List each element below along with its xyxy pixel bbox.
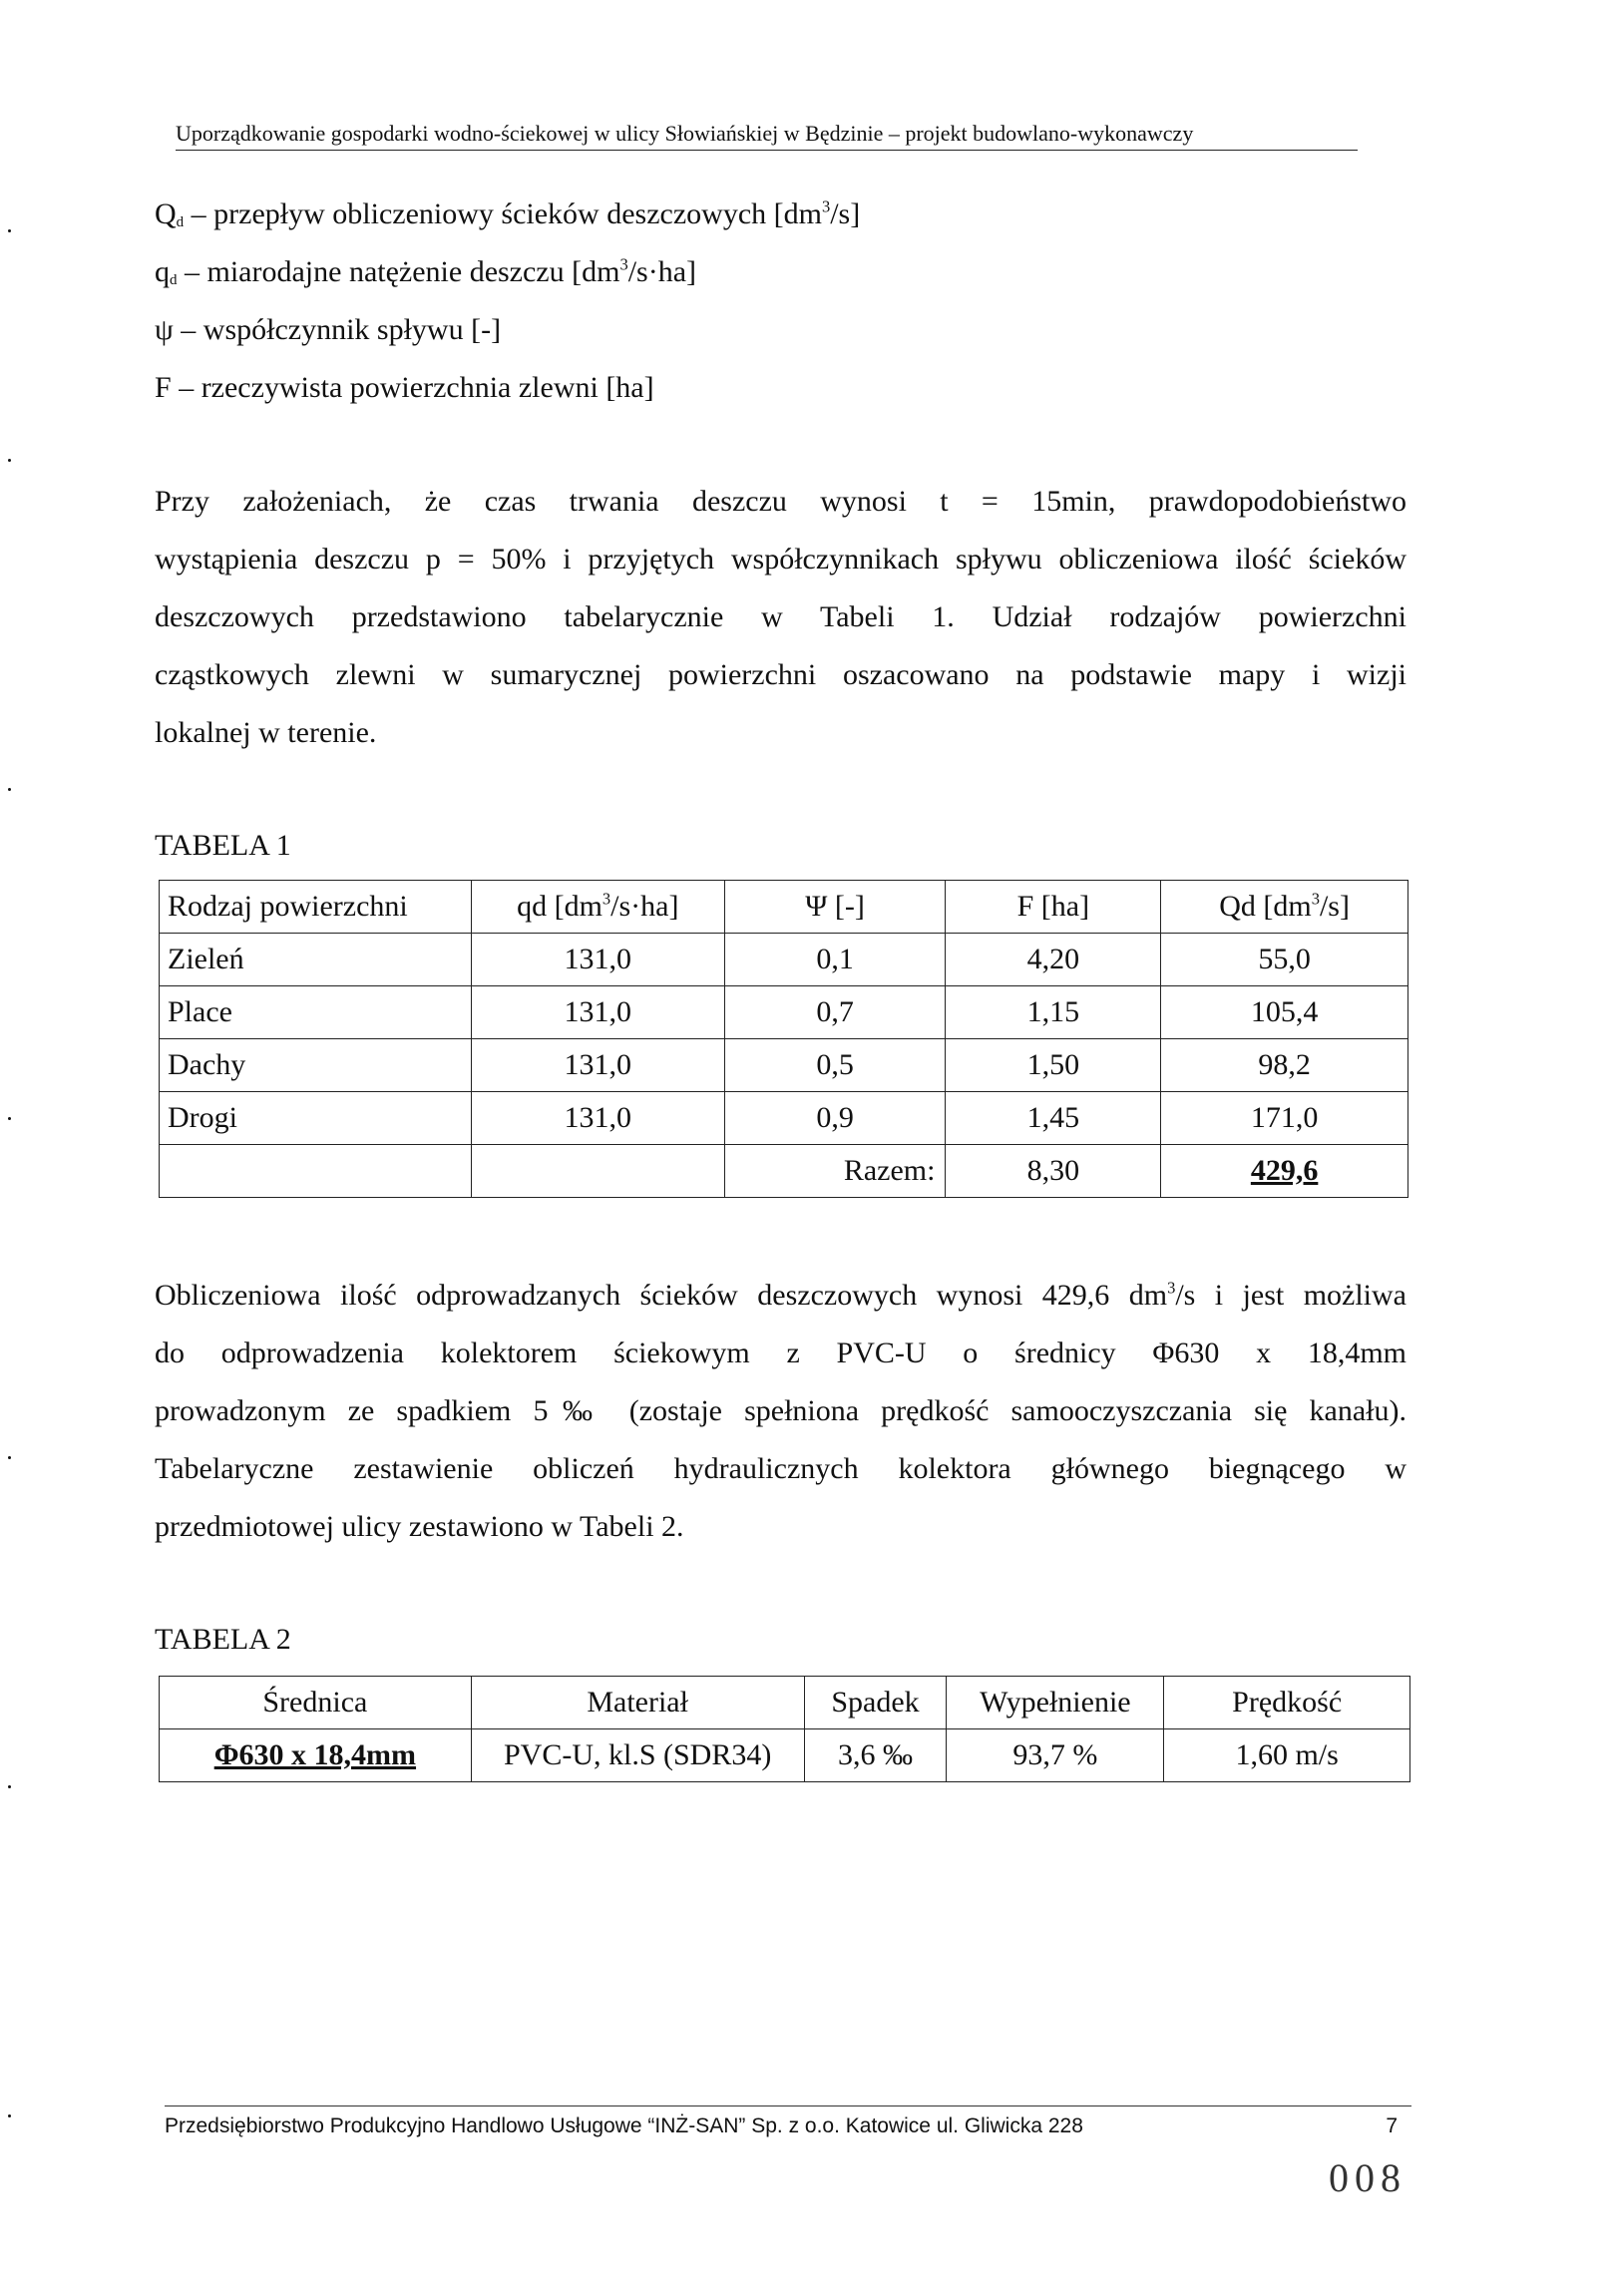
paragraph-line: lokalnej w terenie. <box>155 716 377 749</box>
table-cell: 0,1 <box>724 934 946 986</box>
header-cell: Materiał <box>471 1677 804 1729</box>
header-cell: Prędkość <box>1164 1677 1410 1729</box>
scan-dot <box>8 1456 11 1459</box>
running-header: Uporządkowanie gospodarki wodno-ściekowej w ulicy Słowiańskiej w Będzinie – projekt budowlano-wykonawczy <box>176 120 1358 151</box>
paragraph-line: Tabelaryczne zestawienie obliczeń hydraulicznych kolektora głównego biegnącego w <box>155 1452 1406 1485</box>
table-row <box>160 1039 1408 1092</box>
table-cell: 131,0 <box>471 986 724 1039</box>
paragraph-line: cząstkowych zlewni w sumarycznej powierzchni oszacowano na podstawie mapy i wizji <box>155 658 1406 691</box>
total-label: Razem: <box>724 1145 946 1198</box>
header-cell: Wypełnienie <box>947 1677 1164 1729</box>
header-cell: Ψ [-] <box>724 881 946 934</box>
paragraph-line: wystąpienia deszczu p = 50% i przyjętych współczynnikach spływu obliczeniowa ilość ścieków <box>155 543 1406 575</box>
header-cell: Średnica <box>160 1677 472 1729</box>
table1 <box>159 880 1408 1198</box>
table-cell: 1,45 <box>946 1092 1161 1145</box>
paragraph-line: prowadzonym ze spadkiem 5‰ (zostaje spełniona prędkość samooczyszczania się kanału). <box>155 1394 1406 1427</box>
page-number: 7 <box>1386 2114 1398 2137</box>
paragraph-conclusion <box>155 1267 1406 1556</box>
table-cell-empty <box>471 1145 724 1198</box>
table-cell: 93,7 % <box>947 1729 1164 1782</box>
table-total-row <box>160 1145 1408 1198</box>
table1-caption: TABELA 1 <box>155 829 291 862</box>
paragraph-line: Przy założeniach, że czas trwania deszczu wynosi t = 15min, prawdopodobieństwo <box>155 485 1406 518</box>
definition-Qd: $Q_d$ – przepływ obliczeniowy ścieków deszczowych $[dm^3/s]$ <box>155 196 861 230</box>
table-header-row <box>160 881 1408 934</box>
table-cell: 3,6 ‰ <box>804 1729 947 1782</box>
header-cell: Rodzaj powierzchni <box>160 881 472 934</box>
scan-dot <box>8 1117 11 1120</box>
paragraph-line: Obliczeniowa ilość odprowadzanych ścieków deszczowych wynosi 429,6 $dm^3/s$ i jest możliwa <box>155 1278 1406 1312</box>
footer-company: Przedsiębiorstwo Produkcyjno Handlowo Usługowe “INŻ-SAN” Sp. z o.o. Katowice ul. Gliwicka 228 <box>165 2114 1083 2137</box>
table-cell: Dachy <box>160 1039 472 1092</box>
page-footer <box>165 2105 1411 2140</box>
table-cell-empty <box>160 1145 472 1198</box>
definition-qd: $q_d$ – miarodajne natężenie deszczu $[dm^3/s\cdot ha]$ <box>155 254 697 288</box>
table-header-row <box>160 1677 1410 1729</box>
scan-dot <box>8 788 11 791</box>
table-cell: PVC-U, kl.S (SDR34) <box>471 1729 804 1782</box>
table-cell: Zieleń <box>160 934 472 986</box>
header-cell: qd $[dm^3/s\cdot ha]$ <box>471 881 724 934</box>
paragraph-line: do odprowadzenia kolektorem ściekowym z PVC-U o średnicy Φ630 x 18,4mm <box>155 1337 1406 1369</box>
scan-dot <box>8 1785 11 1788</box>
table-row <box>160 1092 1408 1145</box>
table-cell: 55,0 <box>1161 934 1408 986</box>
table-cell: 131,0 <box>471 934 724 986</box>
table-cell: 0,5 <box>724 1039 946 1092</box>
table2 <box>159 1676 1410 1782</box>
table-cell: 0,9 <box>724 1092 946 1145</box>
table-cell: 131,0 <box>471 1092 724 1145</box>
definition-F: F – rzeczywista powierzchnia zlewni [ha] <box>155 371 654 404</box>
page-stamp-number: 008 <box>1329 2155 1406 2200</box>
total-area: 8,30 <box>946 1145 1161 1198</box>
table2-caption: TABELA 2 <box>155 1623 291 1656</box>
table-cell: 171,0 <box>1161 1092 1408 1145</box>
table-row <box>160 934 1408 986</box>
header-cell: Qd $[dm^3/s]$ <box>1161 881 1408 934</box>
table-cell: 105,4 <box>1161 986 1408 1039</box>
table-cell: 0,7 <box>724 986 946 1039</box>
table-cell: 98,2 <box>1161 1039 1408 1092</box>
total-flow: 429,6 <box>1161 1145 1408 1198</box>
table-cell: 1,15 <box>946 986 1161 1039</box>
table-cell: 1,60 m/s <box>1164 1729 1410 1782</box>
scan-dot <box>8 229 11 232</box>
scan-dot <box>8 2114 11 2117</box>
paragraph-line: przedmiotowej ulicy zestawiono w Tabeli 2. <box>155 1510 684 1543</box>
table-cell: Φ630 x 18,4mm <box>160 1729 472 1782</box>
table-cell: 4,20 <box>946 934 1161 986</box>
header-cell: F [ha] <box>946 881 1161 934</box>
scan-dot <box>8 459 11 462</box>
table-row <box>160 986 1408 1039</box>
table-cell: 1,50 <box>946 1039 1161 1092</box>
table-cell: 131,0 <box>471 1039 724 1092</box>
table-row <box>160 1729 1410 1782</box>
definition-psi: ψ – współczynnik spływu [-] <box>155 313 502 346</box>
table-cell: Place <box>160 986 472 1039</box>
paragraph-assumptions <box>155 473 1406 762</box>
paragraph-line: deszczowych przedstawiono tabelarycznie w Tabeli 1. Udział rodzajów powierzchni <box>155 600 1406 633</box>
table-cell: Drogi <box>160 1092 472 1145</box>
header-cell: Spadek <box>804 1677 947 1729</box>
